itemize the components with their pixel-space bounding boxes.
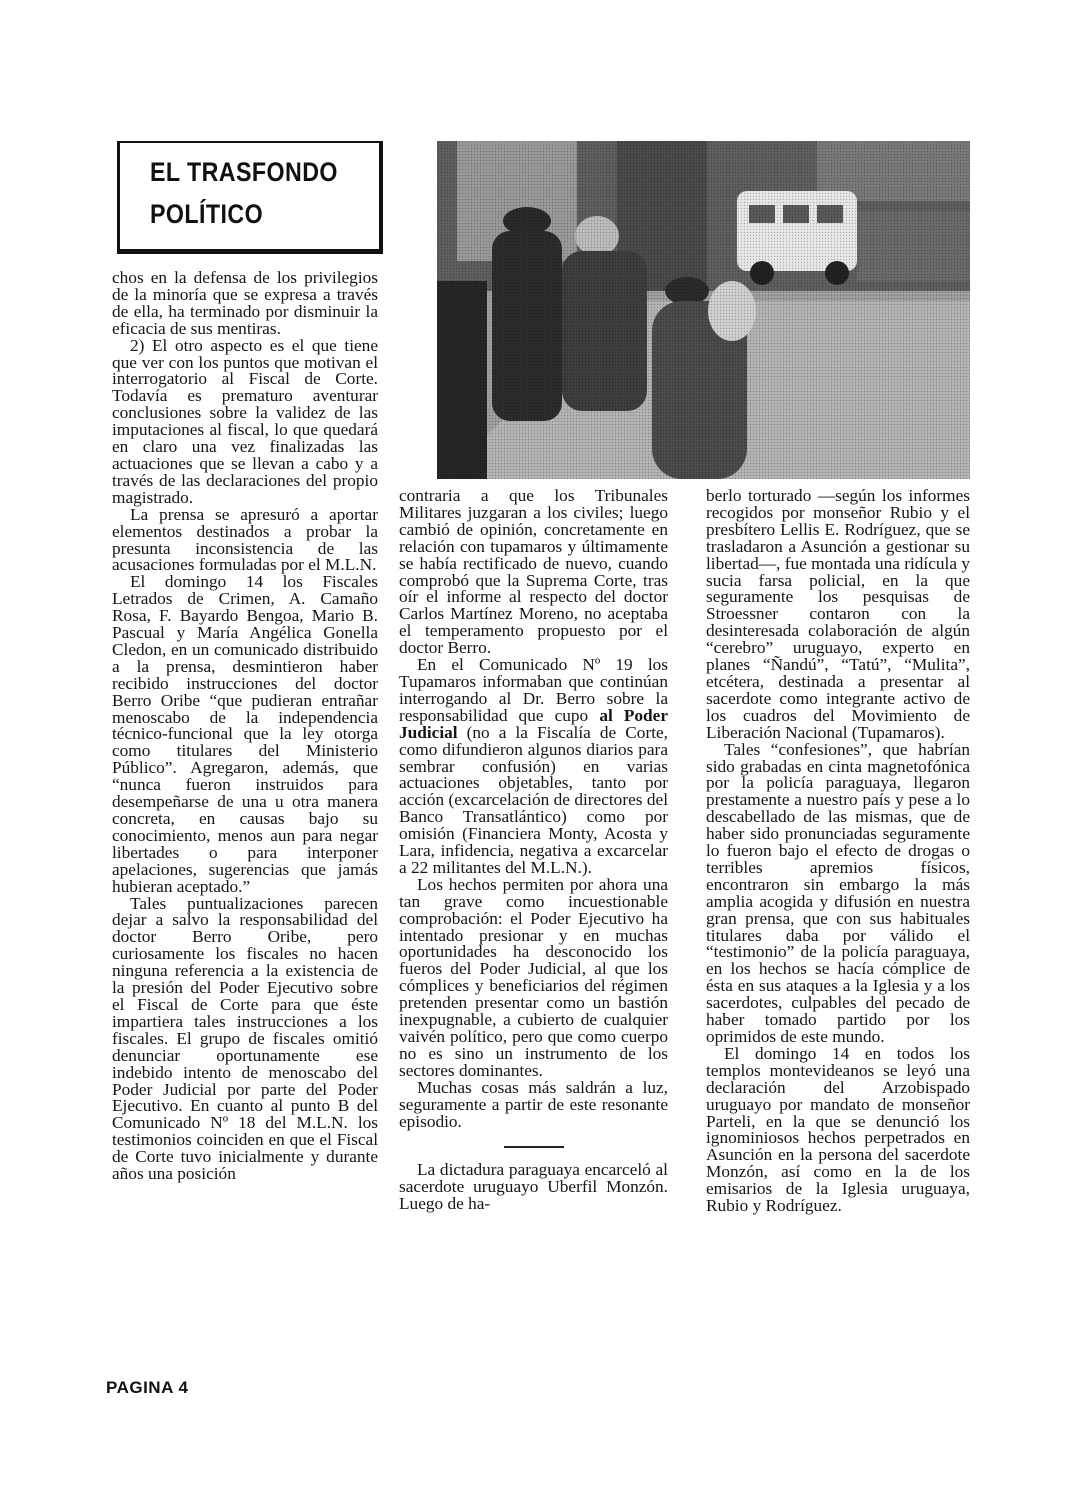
paragraph: berlo torturado —según los informes recogidos por monseñor Rubio y el presbítero Lellis E. Rodríguez, que se trasladaron a Asunción a gestionar su libertad—, fue montada una ridícula y sucia farsa policial, en la que seguramente los pesquisas de Stroessner contaron con la desinteresada colaboración de algún “cerebro” uruguayo, experto en planes “Ñandú”, “Tatú”, “Mulita”, etcétera, destinada a presentar al sacerdote como integrante activo de los cuadros del Movimiento de Liberación Nacional (Tupamaros). xyxy=(706,486,970,742)
paragraph: El domingo 14 los Fiscales Letrados de Crimen, A. Camaño Rosa, F. Bayardo Bengoa, Mario B. Pascual y María Angélica Gonella Cledon, en un comunicado distribuido a la prensa, desmintieron haber recibido instrucciones del doctor Berro Oribe “que pudieran entrañar menoscabo de la independencia técnico-funcional que la ley otorga como titulares del Ministerio Público”. Agregaron, además, que “nunca fueron instruidos para desempeñarse de una u otra manera concreta, en causas bajo su conocimiento, menos aun para negar libertades o para interponer apelaciones, sugerencias que jamás hubieran aceptado.” xyxy=(112,572,378,896)
paragraph: Muchas cosas más saldrán a luz, seguramente a partir de este resonante episodio. xyxy=(399,1077,668,1131)
section-title-line2: POLÍTICO xyxy=(150,199,264,229)
paragraph: 2) El otro aspecto es el que tiene que ver con los puntos que motivan el interrogatorio al Fiscal de Corte. Todavía es prematuro aventurar conclusiones sobre la validez de las imputaciones al fiscal, lo que quedará en claro una vez finalizadas las actuaciones que se llevan a cabo y a través de las declaraciones del propio magistrado. xyxy=(112,335,378,507)
photo-street-scene-icon xyxy=(437,141,970,479)
text-column-2 xyxy=(399,488,668,1213)
paragraph: El domingo 14 en todos los templos montevideanos se leyó una declaración del Arzobispado uruguayo por mandato de monseñor Parteli, en la que se denunció los ignominiosos hechos perpetrados en Asunción en la persona del sacerdote Monzón, así como en la de los emisarios de la Iglesia uruguaya, Rubio y Rodríguez. xyxy=(706,1043,970,1216)
section-title-line1: EL TRASFONDO xyxy=(150,157,338,187)
bold-text-run: al Poder Judicial xyxy=(399,705,669,742)
paragraph: contraria a que los Tribunales Militares juzgaran a los civiles; luego cambió de opinión, concretamente en relación con tupamaros y últimamente se había rectificado de nuevo, cuando comprobó que la Suprema Corte, tras oír el informe al respecto del doctor Carlos Martínez Moreno, no aceptaba el temperamento propuesto por el doctor Berro. xyxy=(399,486,668,658)
paragraph xyxy=(399,657,668,877)
paragraph: La prensa se apresuró a aportar elementos destinados a probar la presunta inconsistencia de las acusaciones formuladas por el M.L.N. xyxy=(112,504,378,575)
text-column-1 xyxy=(112,270,378,1183)
text-run: (no a la Fiscalía de Corte, como difundieron algunos diarios para sembrar confusión) en varias actuaciones objetables, tanto por acción (excarcelación de directores del Banco Transatlántico) como por omisión (Financiera Monty, Acosta y Lara, infidencia, negativa a excarcelar a 22 militantes del M.L.N.). xyxy=(399,722,668,877)
section-divider xyxy=(504,1146,564,1148)
paragraph: Tales “confesiones”, que habrían sido grabadas en cinta magnetofónica por la policía paraguaya, llegaron prestamente a nuestro país y pese a lo descabellado de las mismas, que de haber sido pronunciadas seguramente lo fueron bajo el efecto de drogas o terribles apremios físicos, encontraron sin embargo la más amplia acogida y difusión en nuestra gran prensa, que con sus habituales titulares daba por válido el “testimonio” de la policía paraguaya, en los hechos se hacía cómplice de ésta en sus ataques a la Iglesia y a los sacerdotes, culpables del pecado de haber tomado partido por los oprimidos de este mundo. xyxy=(706,739,970,1046)
news-photo xyxy=(437,141,970,479)
paragraph: La dictadura paraguaya encarceló al sacerdote uruguayo Uberfil Monzón. Luego de ha- xyxy=(399,1160,668,1214)
section-title-box xyxy=(117,141,383,254)
paragraph: chos en la defensa de los privilegios de la minoría que se expresa a través de ella, ha terminado por disminuir la eficacia de sus mentiras. xyxy=(112,268,378,338)
paragraph: Los hechos permiten por ahora una tan grave como incuestionable comprobación: el Poder Ejecutivo ha intentado presionar y en muchas oportunidades ha desconocido los fueros del Poder Judicial, al que los cómplices y beneficiarios del régimen pretenden presentar como un bastión inexpugnable, a cubierto de cualquier vaivén político, pero que como cuerpo no es sino un instrumento de los sectores dominantes. xyxy=(399,874,668,1080)
text-column-3 xyxy=(706,488,970,1215)
paragraph: Tales puntualizaciones parecen dejar a salvo la responsabilidad del doctor Berro Oribe, pero curiosamente los fiscales no hacen ninguna referencia a la existencia de la presión del Poder Ejecutivo sobre el Fiscal de Corte para que éste impartiera tales instrucciones a los fiscales. El grupo de fiscales omitió denunciar oportunamente ese indebido intento de menoscabo del Poder Judicial por parte del Poder Ejecutivo. En cuanto al punto B del Comunicado Nº 18 del M.L.N. los testimonios coinciden en que el Fiscal de Corte tuvo inicialmente y durante años una posición xyxy=(112,893,378,1184)
text-run: En el Comunicado Nº 19 los Tupamaros informaban que continúan interrogando al Dr. Berro sobre la responsabilidad que cupo xyxy=(399,655,668,725)
page-number: PAGINA 4 xyxy=(106,1378,189,1397)
